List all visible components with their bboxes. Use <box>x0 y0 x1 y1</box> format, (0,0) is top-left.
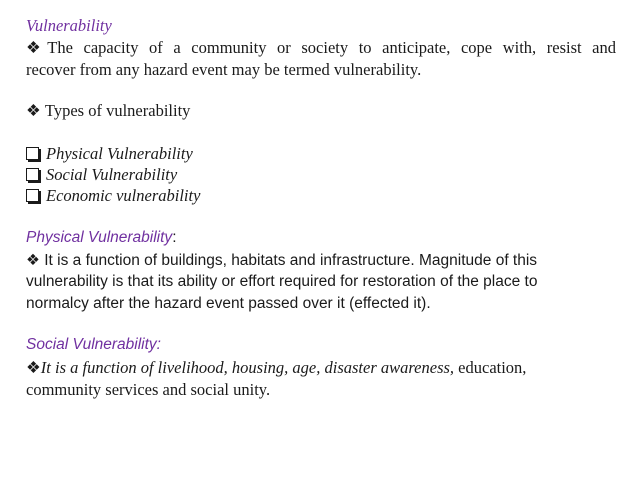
types-item-label: Social Vulnerability <box>46 165 178 184</box>
physical-line-2: vulnerability is that its ability or effort required for restoration of the place to <box>26 273 538 290</box>
definition-text-1: The capacity of a community or society to anticipate, cope with, resist and <box>47 38 616 57</box>
types-item-label: Physical Vulnerability <box>46 144 193 163</box>
social-line-2: community services and social unity. <box>26 380 271 399</box>
types-title: Types of vulnerability <box>44 101 191 120</box>
checkbox-square-icon <box>26 168 39 181</box>
types-heading <box>26 101 190 121</box>
physical-title: Physical Vulnerability <box>26 229 173 246</box>
definition-line-1 <box>26 38 616 58</box>
social-text-italic: It is a function of livelihood, housing, age, disaster awareness, <box>40 358 455 377</box>
checkbox-square-icon <box>26 147 39 160</box>
heading-vulnerability: Vulnerability <box>26 16 112 35</box>
checkbox-square-icon <box>26 189 39 202</box>
physical-text-1: It is a function of buildings, habitats and infrastructure. Magnitude of this <box>44 252 538 269</box>
types-item-economic <box>26 186 200 206</box>
physical-heading <box>26 229 177 247</box>
definition-line-2: recover from any hazard event may be termed vulnerability. <box>26 60 422 79</box>
types-item-label: Economic vulnerability <box>46 186 201 205</box>
social-line-1 <box>26 358 526 378</box>
social-heading: Social Vulnerability: <box>26 336 161 353</box>
social-text-rest: education, <box>454 358 527 377</box>
types-item-social <box>26 165 177 185</box>
physical-colon: : <box>172 229 177 246</box>
diamond-bullet-icon: ❖ <box>26 358 41 377</box>
physical-line-3: normalcy after the hazard event passed over it (effected it). <box>26 295 431 312</box>
diamond-bullet-icon: ❖ <box>26 101 41 120</box>
diamond-bullet-icon: ❖ <box>26 252 40 269</box>
types-item-physical <box>26 144 193 164</box>
physical-line-1 <box>26 251 537 270</box>
diamond-bullet-icon: ❖ <box>26 38 48 57</box>
